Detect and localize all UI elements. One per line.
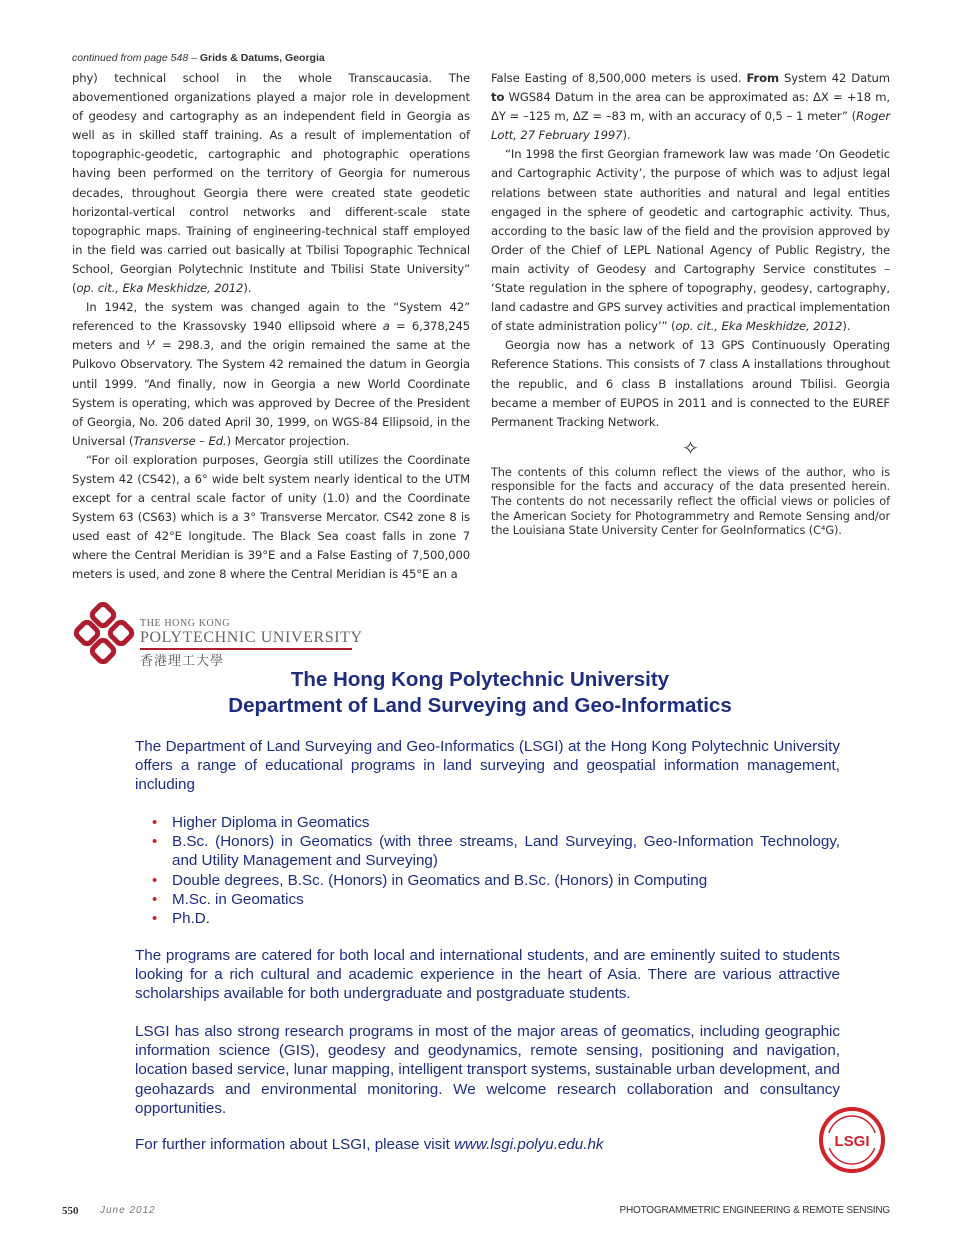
left-p2-fraction: ¹⁄ᶠ bbox=[146, 338, 156, 353]
program-label: M.Sc. in Geomatics bbox=[172, 890, 304, 908]
left-column bbox=[72, 69, 470, 585]
bullet-icon: • bbox=[152, 833, 158, 851]
right-p2-citation: op. cit., Eka Meskhidze, 2012 bbox=[675, 319, 843, 334]
left-paragraph-1 bbox=[72, 69, 470, 298]
right-p2-text: “In 1998 the first Georgian framework law was made ‘On Geodetic and Cartographic Activity’, the purpose of which was to adjust legal relations between state authorities and natural and legal entities engaged in the sphere of geodetic and cartographic activity. Thus, according to the basic law of the field and the provision approved by Order of the Chief of LEPL National Agency of Public Registry, the main activity of Geodesy and Cartography Service constitutes – ‘State regulation in the sphere of topography, geodesy, cartography, land cadastre and GPS survey activities and practical implementation of state administration policy’” ( bbox=[491, 147, 890, 334]
left-p2-text-b: = 6,378,245 meters and bbox=[72, 319, 471, 353]
bullet-icon: • bbox=[152, 910, 158, 928]
ad-title-university: The Hong Kong Polytechnic University bbox=[290, 668, 670, 691]
right-p1-text-b: System 42 Datum bbox=[779, 71, 890, 85]
right-paragraph-1 bbox=[491, 69, 890, 145]
left-p2-text-d: ) Mercator projection. bbox=[226, 433, 350, 448]
program-label: Higher Diploma in Geomatics bbox=[172, 814, 370, 831]
bullet-icon: • bbox=[152, 871, 158, 889]
left-p1-citation: op. cit., Eka Meskhidze, 2012 bbox=[76, 281, 244, 296]
ad-title-department: Department of Land Surveying and Geo-Informatics bbox=[228, 694, 732, 717]
right-paragraph-3: Georgia now has a network of 13 GPS Continuously Operating Reference Stations. This consists of 7 class A installations throughout the republic, and 6 class B installations around Tbilisi. Georgia became a member of EUPOS in 2011 and is connected to the EUREF Permanent Tracking Network. bbox=[491, 338, 890, 429]
left-p2-symbol-a: a bbox=[382, 319, 390, 334]
list-item bbox=[152, 890, 840, 909]
ad-intro bbox=[135, 737, 840, 795]
ad-contact-line bbox=[135, 1135, 840, 1154]
author-disclaimer: The contents of this column reflect the views of the author, who is responsible for the facts and accuracy of the data presented herein. The contents do not necessarily reflect the official views or policies of the American Society for Photogrammetry and Remote Sensing and/or the Louisiana State University Center for GeoInformatics (C⁴G). bbox=[491, 465, 890, 538]
right-p1-text-c: WGS84 Datum in the area can be approximated as: ΔX = +18 m, ΔY = –125 m, ΔZ = –83 m, with an accuracy of 0,5 – 1 meter” ( bbox=[491, 90, 890, 124]
right-p1-text-a: False Easting of 8,500,000 meters is used. bbox=[491, 71, 747, 85]
left-paragraph-3: “For oil exploration purposes, Georgia still utilizes the Coordinate System 42 (CS42), a 6° wide belt system nearly identical to the UTM except for a central scale factor of unity (1.0) and the Coordinate System 63 (CS63) which is a 3° Transverse Mercator. CS42 zone 8 is used east of 42°E longitude. The Black Sea coast falls in zone 7 where the Central Meridian is 39°E and a False Easting of 7,500,000 meters is used, and zone 8 where the Central Meridian is 45°E an a bbox=[72, 452, 470, 582]
continued-from-line bbox=[72, 52, 325, 64]
ad-paragraph-students bbox=[135, 946, 840, 1004]
ad-research-text: LSGI has also strong research programs in most of the major areas of geomatics, including geographic information science (GIS), geodesy and geodynamics, remote sensing, positioning and navigation, location based service, lunar mapping, intelligent transport systems, sustainable urban development, and geohazards and environmental monitoring. We welcome research collaboration and consultancy opportunities. bbox=[135, 1023, 840, 1117]
lsgi-logo-text: LSGI bbox=[834, 1133, 870, 1150]
left-p1-end: ). bbox=[243, 281, 252, 296]
bullet-icon: • bbox=[152, 814, 158, 831]
list-item bbox=[152, 909, 840, 928]
polyu-emblem-icon bbox=[74, 602, 138, 666]
ad-intro-text: The Department of Land Surveying and Geo-Informatics (LSGI) at the Hong Kong Polytechnic University offers a range of educational programs in land surveying and geospatial information management, including bbox=[135, 738, 840, 794]
right-paragraph-2 bbox=[491, 145, 890, 336]
list-item bbox=[152, 813, 840, 832]
journal-name: PHOTOGRAMMETRIC ENGINEERING & REMOTE SENSING bbox=[619, 1205, 890, 1216]
program-list bbox=[135, 813, 840, 928]
lsgi-logo-icon bbox=[818, 1106, 886, 1174]
issue-date: June 2012 bbox=[100, 1205, 156, 1216]
right-column bbox=[491, 69, 890, 539]
page-number: 550 bbox=[62, 1205, 79, 1217]
ad-paragraph-research bbox=[135, 1022, 840, 1118]
program-label: B.Sc. (Honors) in Geomatics (with three streams, Land Surveying, Geo-Information Technology, and Utility Management and Surveying) bbox=[172, 833, 840, 870]
bullet-icon: • bbox=[152, 890, 158, 908]
left-paragraph-2 bbox=[72, 298, 470, 451]
left-p2-citation: Transverse – Ed. bbox=[133, 433, 227, 448]
section-divider-icon: ✧ bbox=[682, 435, 699, 460]
polyu-logo bbox=[74, 602, 374, 670]
program-label: Ph.D. bbox=[172, 910, 210, 928]
right-p1-to: to bbox=[491, 90, 505, 105]
logo-line-3-chinese: 香港理工大學 bbox=[140, 654, 225, 669]
list-item bbox=[152, 832, 840, 870]
lsgi-website-link[interactable]: www.lsgi.polyu.edu.hk bbox=[454, 1136, 604, 1153]
right-p1-from: From bbox=[746, 71, 780, 85]
continued-prefix: continued from page 548 – bbox=[72, 52, 197, 64]
logo-line-2: POLYTECHNIC UNIVERSITY bbox=[140, 629, 352, 650]
ad-students-text: The programs are catered for both local and international students, and are eminently suited to students looking for a rich cultural and academic experience in the heart of Asia. There are various attractive scholarships available for both undergraduate and postgraduate students. bbox=[135, 947, 840, 1003]
left-p2-text-c: = 298.3, and the origin remained the same at the Pulkovo Observatory. The System 42 remained the datum in Georgia until 1999. “And finally, now in Georgia a new World Coordinate System is operating, which was approved by Decree of the President of Georgia, No. 206 dated April 30, 1999, on WGS-84 Ellipsoid, in the Universal ( bbox=[72, 338, 470, 448]
right-p2-end: ). bbox=[842, 319, 851, 334]
program-label: Double degrees, B.Sc. (Honors) in Geomatics and B.Sc. (Honors) in Computing bbox=[172, 871, 708, 889]
continued-title: Grids & Datums, Georgia bbox=[199, 52, 325, 64]
contact-prefix: For further information about LSGI, please visit bbox=[135, 1136, 455, 1153]
left-p2-text-a: In 1942, the system was changed again to the “System 42” referenced to the Krassovsky 1940 ellipsoid where bbox=[72, 300, 470, 334]
logo-line-1: THE HONG KONG bbox=[140, 618, 231, 629]
right-p1-citation: Roger Lott, 27 February 1997 bbox=[491, 109, 890, 143]
left-p1-text: phy) technical school in the whole Transcaucasia. The abovementioned organizations played a major role in development of geodesy and cartography as an independent field in Georgia as well as in skilled staff training. As a result of implementation of topographic-geodetic, cartographic and photographic operations having been performed on the territory of Georgia for numerous decades, throughout Georgia there were created state geodetic horizontal-vertical control networks and different-scale state topographic maps. Training of engineering-technical staff employed in the field was carried out basically at Tbilisi Topographic Technical School, Georgian Polytechnic Institute and Tbilisi State University” ( bbox=[72, 71, 470, 296]
right-p1-end: ). bbox=[622, 128, 631, 143]
list-item bbox=[152, 871, 840, 890]
